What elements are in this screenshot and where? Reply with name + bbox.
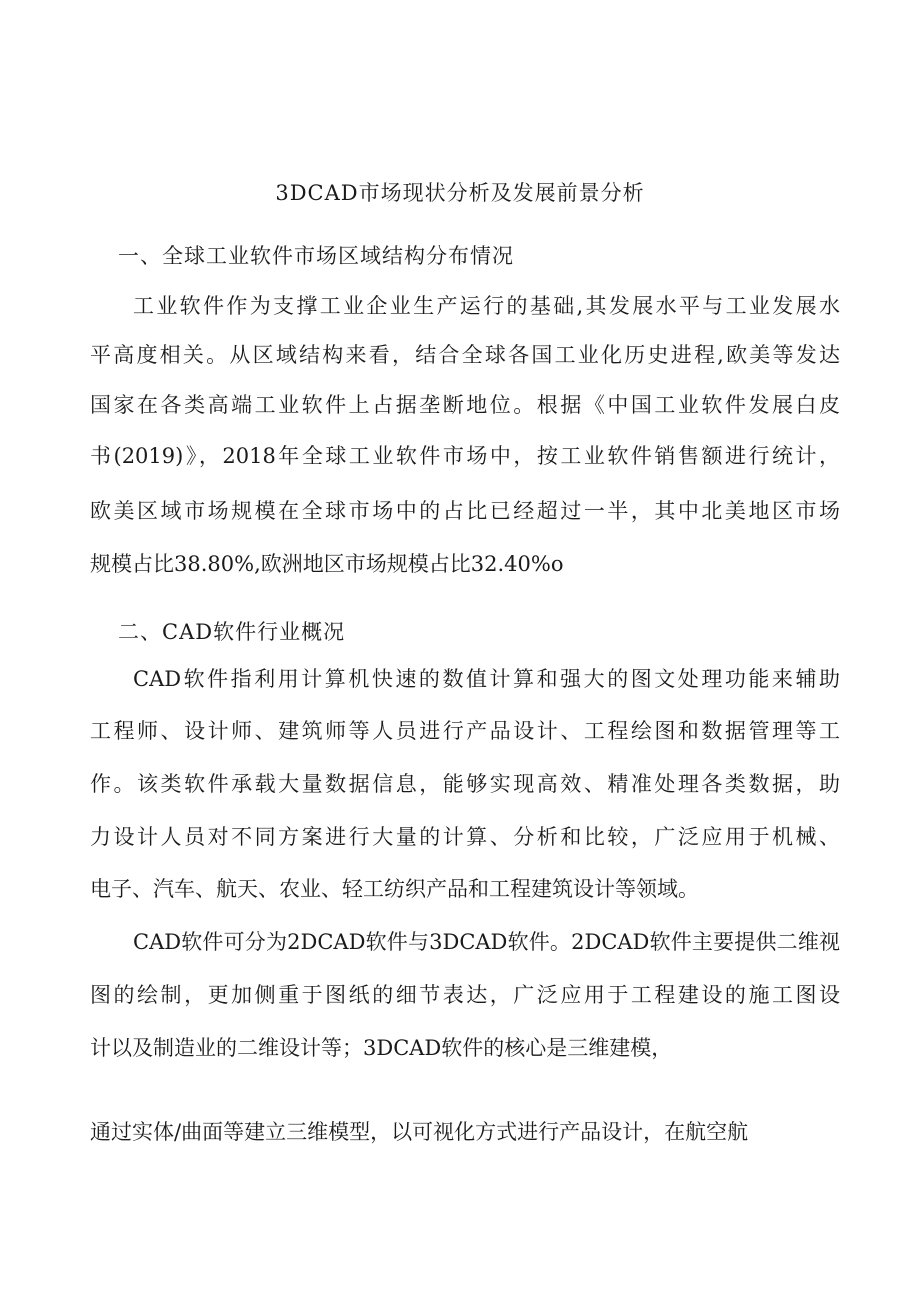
- section-2-para-2-line-1: CAD软件可分为2DCAD软件与3DCAD软件。2DCAD软件主要提供二维视: [133, 930, 840, 954]
- section-2-para-3-line-1: 通过实体/曲面等建立三维模型，以可视化方式进行产品设计，在航空航: [90, 1120, 749, 1144]
- section-1-line-6: 规模占比38.80%,欧洲地区市场规模占比32.40%o: [90, 552, 564, 576]
- section-1-heading: 一、全球工业软件市场区域结构分布情况: [118, 244, 514, 268]
- section-2-para-2-line-2: 图的绘制，更加侧重于图纸的细节表达，广泛应用于工程建设的施工图设: [90, 983, 840, 1007]
- section-2-para-1-line-1: CAD软件指利用计算机快速的数值计算和强大的图文处理功能来辅助: [133, 667, 840, 691]
- section-1-line-2: 平高度相关。从区域结构来看，结合全球各国工业化历史进程,欧美等发达: [90, 343, 840, 367]
- section-2-para-1-line-2: 工程师、设计师、建筑师等人员进行产品设计、工程绘图和数据管理等工: [90, 719, 840, 743]
- section-1-line-1: 工业软件作为支撑工业企业生产运行的基础,其发展水平与工业发展水: [133, 294, 840, 318]
- section-1-line-4: 书(2019)》，2018年全球工业软件市场中，按工业软件销售额进行统计，: [90, 444, 840, 468]
- section-2-para-1-line-3: 作。该类软件承载大量数据信息，能够实现高效、精准处理各类数据，助: [90, 772, 840, 796]
- section-2-heading: 二、CAD软件行业概况: [118, 620, 346, 644]
- section-1-line-3: 国家在各类高端工业软件上占据垄断地位。根据《中国工业软件发展白皮: [90, 393, 840, 417]
- document-title: 3DCAD市场现状分析及发展前景分析: [275, 181, 645, 205]
- section-1-line-5: 欧美区域市场规模在全球市场中的占比已经超过一半，其中北美地区市场: [90, 499, 840, 523]
- section-2-para-2-line-3: 计以及制造业的二维设计等；3DCAD软件的核心是三维建模，: [90, 1036, 673, 1060]
- section-2-para-1-line-5: 电子、汽车、航天、农业、轻工纺织产品和工程建筑设计等领域。: [90, 877, 699, 901]
- section-2-para-1-line-4: 力设计人员对不同方案进行大量的计算、分析和比较，广泛应用于机械、: [90, 825, 840, 849]
